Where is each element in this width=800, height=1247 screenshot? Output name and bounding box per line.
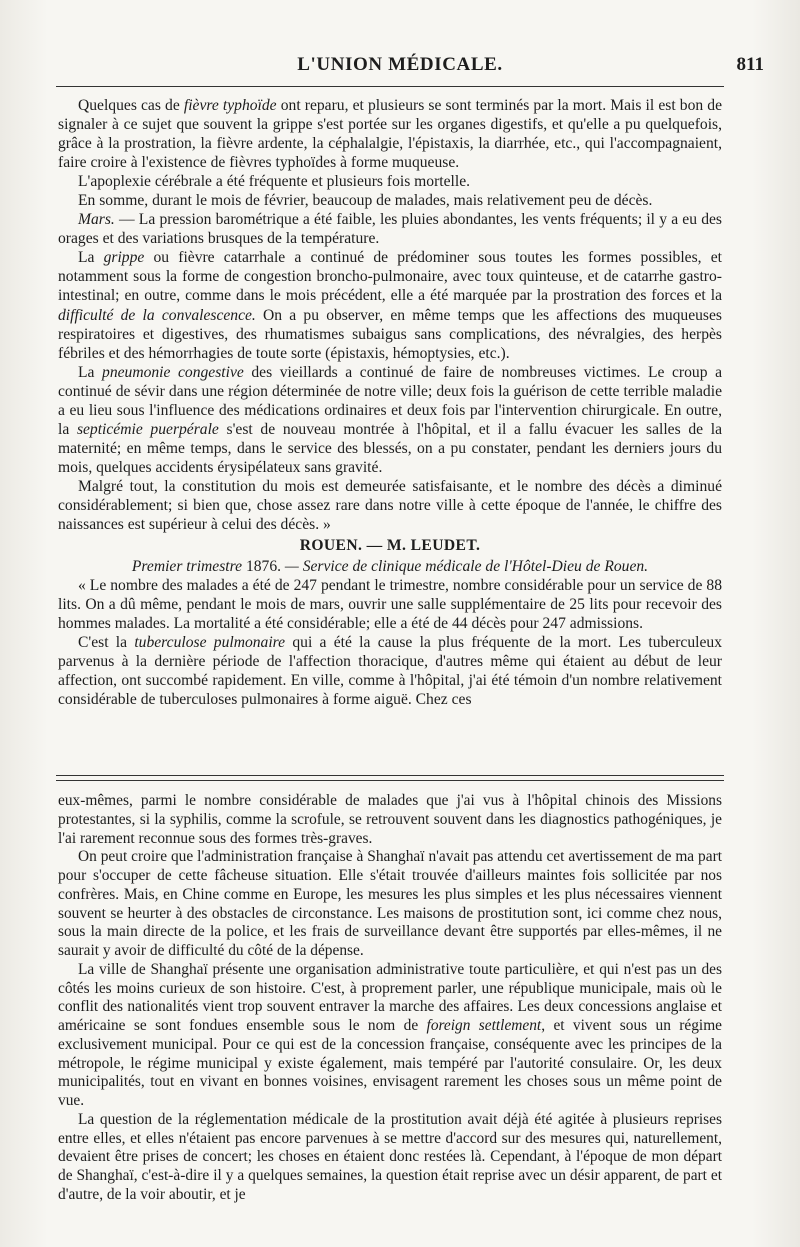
section-heading-rouen: ROUEN. — M. LEUDET. <box>299 537 481 555</box>
section-separator-rule-thin <box>56 780 724 781</box>
section-separator-rule <box>56 775 724 776</box>
paragraph-pneumonie: La pneumonie congestive des vieillards a continué de faire de nombreuses victimes. Le croup a continué de sévir dans une région déterminée de notre ville; deux fois la guérison de cette terrible maladie a eu lieu sous l'influence des médications ordinaires et deux fois par l'intervention chirurgicale. En outre, la septicémie puerpérale s'est de nouveau montrée à l'hôpital, et il a fallu évacuer les salles de la maternité; en même temps, dans le service des blessés, on a pu constater, pendant les derniers jours du mois, quelques accidents érysipélateux sans gravité. <box>58 363 722 476</box>
paragraph-grippe: La grippe ou fièvre catarrhale a continué de prédominer sous toutes les formes possibles, et notamment sous la forme de congestion broncho-pulmonaire, avec toux quinteuse, et de catarrhe gastro-intestinal; en outre, comme dans le mois précédent, elle a été marquée par la prostration des forces et la difficulté de la convalescence. On a pu observer, en même temps que les affections des muqueuses respiratoires et digestives, des rhumatismes subaigus sans complications, des névralgies, des herpès fébriles et des hémorrhagies de toute sorte (épistaxis, hémoptysies, etc.). <box>58 249 722 362</box>
paragraph-fevrier-summary: En somme, durant le mois de février, beaucoup de malades, mais relativement peu de décès. <box>78 192 653 210</box>
paragraph-reglementation: La question de la réglementation médicale de la prostitution avait déjà été agitée à plusieurs reprises entre elles, et elles n'étaient pas encore parvenues à se mettre d'accord sur des mesures qui, naturellement, devaient être prises de concert; les choses en étaient donc restées là. Cependant, à l'époque de mon départ de Shanghaï, c'est-à-dire il y a quelques semaines, la question était reprise avec un désir apparent, de part et d'autre, de la voir aboutir, et je <box>58 1110 722 1203</box>
paragraph-constitution: Malgré tout, la constitution du mois est demeurée satisfaisante, et le nombre des décès a diminué considérablement; si bien que, chose assez rare dans notre ville à cette époque de l'année, le chiffre des naissances est supérieur à celui des décès. » <box>58 477 722 534</box>
paragraph-administration: On peut croire que l'administration française à Shanghaï n'avait pas attendu cet avertissement de ma part pour s'occuper de cette fâcheuse situation. Elle s'était trouvée d'ailleurs maintes fois sollicitée par nos confrères. Mais, en Chine comme en Europe, les mesures les plus simples et les plus nécessaires viennent souvent se heurter à des obstacles de circonstance. Les maisons de prostitution sont, ici comme chez nous, sous la main directe de la police, et les frais de surveillance devant être supportés par elles-mêmes, il ne saurait y avoir de difficulté du côté de la dépense. <box>58 848 722 959</box>
page-number: 811 <box>736 54 764 75</box>
running-header <box>0 54 800 84</box>
paragraph-mars: Mars. — La pression barométrique a été faible, les pluies abondantes, les vents fréquents; il y a eu des orages et des variations brusques de la température. <box>58 211 722 248</box>
paragraph-malades-count: « Le nombre des malades a été de 247 pendant le trimestre, nombre considérable pour un service de 88 lits. On a dû même, pendant le mois de mars, ouvrir une salle supplémentaire de 25 lits pour recevoir des hommes malades. La mortalité a été considérable; elle a été de 44 décès pour 247 admissions. <box>58 577 722 633</box>
paragraph-shanghai-organisation: La ville de Shanghaï présente une organisation administrative toute particulière, et qui n'est pas un des côtés les moins curieux de son histoire. C'est, à proprement parler, une république municipale, mais où le conflit des nationalités vient trop souvent entraver la marche des affaires. Les deux concessions anglaise et américaine se sont fondues ensemble sous le nom de foreign settlement, et vivent sous un régime exclusivement municipal. Pour ce qui est de la concession française, conséquente avec les principes de la métropole, le régime municipal y existe également, mais tempéré par l'autorité consulaire. Or, les deux municipalités, tout en vivant en bonnes voisines, envisagent rarement les choses sous un même point de vue. <box>58 960 722 1109</box>
section-subtitle: Premier trimestre 1876. — Service de clinique médicale de l'Hôtel-Dieu de Rouen. <box>131 558 649 576</box>
lower-text-block <box>58 792 722 1205</box>
paragraph-syphilis: eux-mêmes, parmi le nombre considérable de malades que j'ai vus à l'hôpital chinois des Missions protestantes, si la syphilis, comme la scrofule, se retrouvent souvent dans les diagnostics pathogéniques, je l'ai rarement reconnue sous des formes très-graves. <box>58 792 722 847</box>
paragraph-apoplexie: L'apoplexie cérébrale a été fréquente et plusieurs fois mortelle. <box>78 173 471 191</box>
journal-title: L'UNION MÉDICALE. <box>297 54 503 75</box>
upper-text-block <box>58 96 722 710</box>
header-rule <box>56 86 724 87</box>
paragraph-typhoid: Quelques cas de fièvre typhoïde ont reparu, et plusieurs se sont terminés par la mort. Mais il est bon de signaler à ce sujet que souvent la grippe s'est portée sur les organes digestifs, et qu'elle a pu quelquefois, grâce à la prostration, la fièvre ardente, la céphalalgie, l'épistaxis, la diarrhée, etc., qui l'accompagnaient, faire croire à l'existence de fièvres typhoïdes à forme muqueuse. <box>58 97 722 172</box>
paragraph-tuberculose: C'est la tuberculose pulmonaire qui a été la cause la plus fréquente de la mort. Les tuberculeux parvenus à la dernière période de l'affection thoracique, d'autres même qui étaient au début de leur affection, ont succombé rapidement. En ville, comme à l'hôpital, j'ai été témoin d'un nombre relativement considérable de tuberculoses pulmonaires à forme aiguë. Chez ces <box>58 634 722 709</box>
